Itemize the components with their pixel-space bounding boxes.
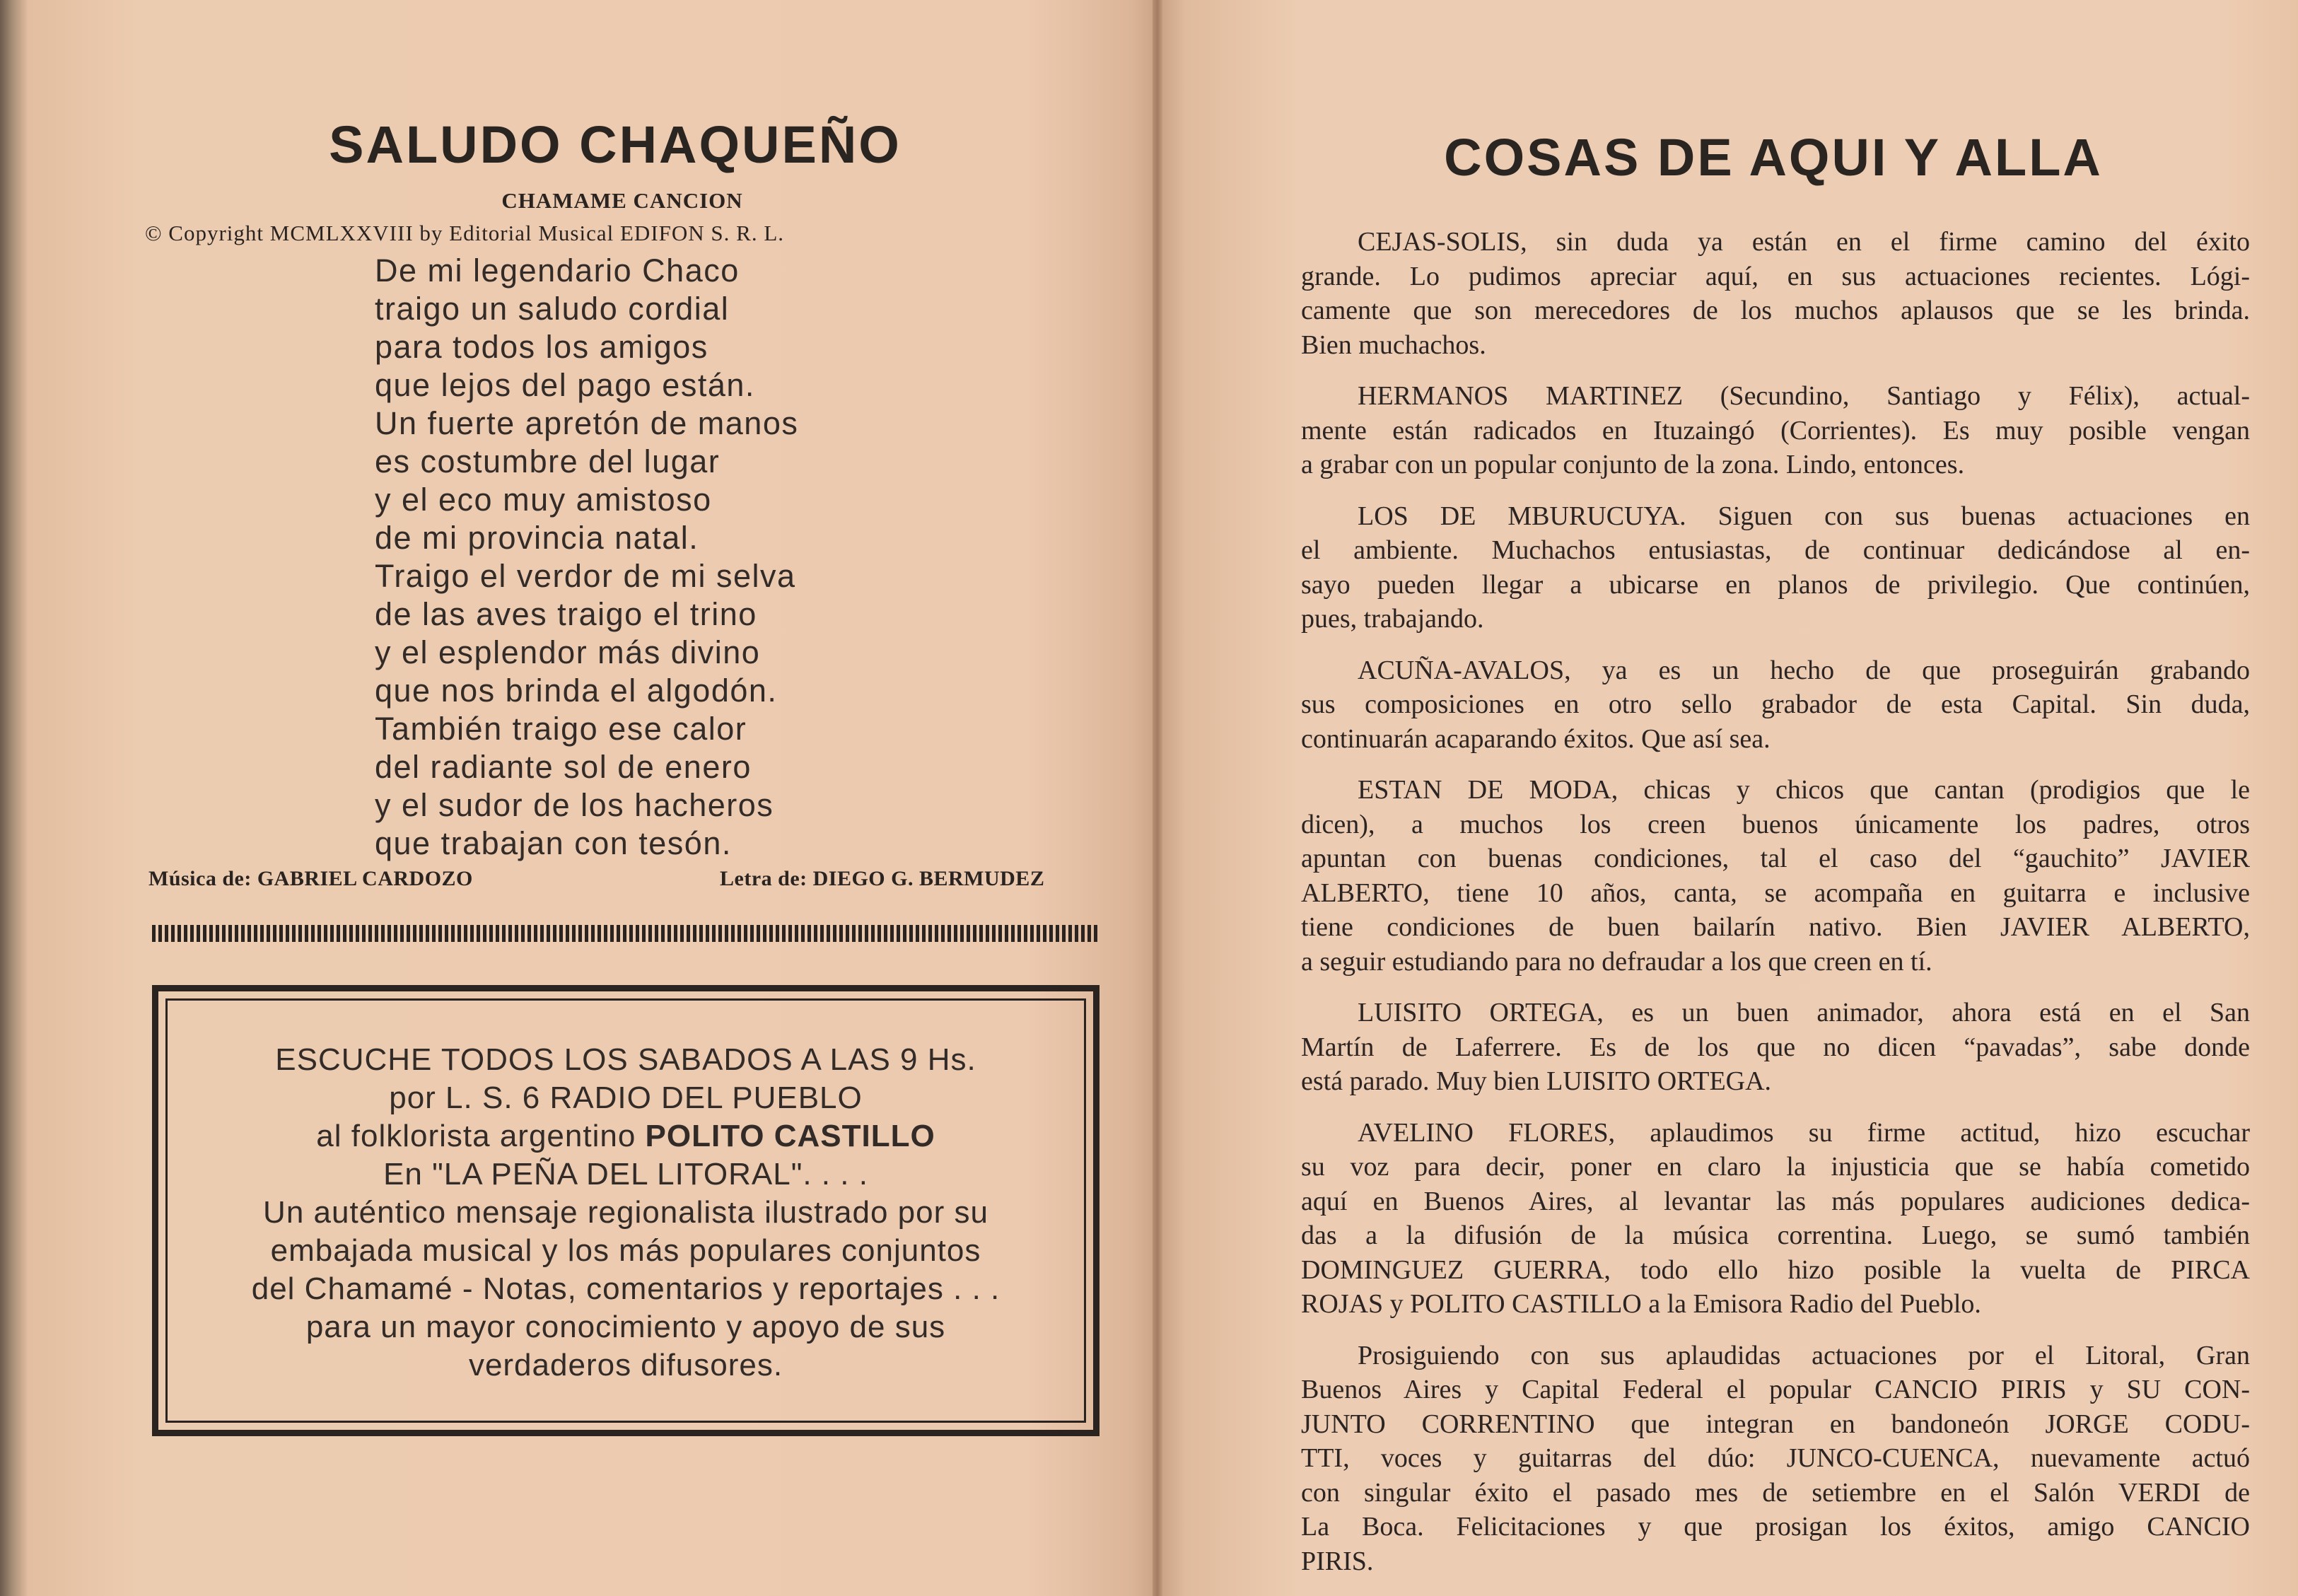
song-genre: CHAMAME CANCION <box>501 188 743 213</box>
lyric-line: Un fuerte apretón de manos <box>375 405 799 441</box>
lyric-line: y el eco muy amistoso <box>375 482 712 518</box>
ad-line <box>158 1117 1093 1155</box>
article-line: dicen), a muchos los creen buenos únicamente los padres, otros <box>1301 809 2250 839</box>
article-line: mente están radicados en Ituzaingó (Corrientes). Es muy posible vengan <box>1301 415 2250 445</box>
article-line: a seguir estudiando para no defraudar a los que creen en tí. <box>1301 946 1932 977</box>
article-line: PIRIS. <box>1301 1546 1374 1576</box>
ad-line: embajada musical y los más populares conjuntos <box>270 1233 981 1268</box>
article-line: Prosiguiendo con sus aplaudidas actuaciones por el Litoral, Gran <box>1358 1340 2250 1370</box>
song-title: SALUDO CHAQUEÑO <box>329 115 902 174</box>
article-paragraph <box>1301 653 2250 757</box>
lyric-line: que nos brinda el algodón. <box>375 672 778 709</box>
article-line: JUNTO CORRENTINO que integran en bandoneón JORGE CODU- <box>1301 1409 2250 1439</box>
article-line: apuntan con buenas condiciones, tal el caso del “gauchito” JAVIER <box>1301 844 2250 873</box>
ad-text-fragment: al folklorista argentino <box>316 1119 646 1153</box>
article-line: camente que son merecedores de los muchos aplausos que se les brinda. <box>1301 296 2250 325</box>
lyric-line: que lejos del pago están. <box>375 367 755 403</box>
article-line: a grabar con un popular conjunto de la zona. Lindo, entonces. <box>1301 450 1965 479</box>
article-line: tiene condiciones de buen bailarín nativo. Bien JAVIER ALBERTO, <box>1301 912 2250 942</box>
article-paragraph <box>1301 499 2250 636</box>
article-line: Bien muchachos. <box>1301 330 1486 360</box>
article-line: das a la difusión de la música correntina. Luego, se sumó también <box>1301 1221 2250 1250</box>
ad-line: del Chamamé - Notas, comentarios y reportajes . . . <box>251 1271 1001 1306</box>
lyric-line: del radiante sol de enero <box>375 749 752 785</box>
article-paragraph <box>1301 225 2250 362</box>
decorative-divider <box>152 925 1100 942</box>
article-line: LOS DE MBURUCUYA. Siguen con sus buenas actuaciones en <box>1358 501 2250 531</box>
lyric-line: También traigo ese calor <box>375 711 747 747</box>
article-body <box>1301 225 2250 1595</box>
article-line: continuarán acaparando éxitos. Que así sea. <box>1301 723 1771 754</box>
article-paragraph <box>1301 379 2250 482</box>
article-line: DOMINGUEZ GUERRA, todo ello hizo posible la vuelta de PIRCA <box>1301 1254 2250 1285</box>
song-lyrics <box>375 252 798 863</box>
ad-line: En "LA PEÑA DEL LITORAL". . . . <box>383 1157 868 1192</box>
article-paragraph <box>1301 773 2250 979</box>
article-line: está parado. Muy bien LUISITO ORTEGA. <box>1301 1066 1772 1096</box>
article-paragraph <box>1301 1116 2250 1322</box>
ad-line: para un mayor conocimiento y apoyo de sus <box>305 1310 946 1344</box>
lyric-line: que trabajan con tesón. <box>375 825 732 861</box>
article-line: ACUÑA-AVALOS, ya es un hecho de que proseguirán grabando <box>1358 655 2250 685</box>
article-line: ALBERTO, tiene 10 años, canta, se acompaña en guitarra e inclusive <box>1301 878 2250 908</box>
article-line: su voz para decir, poner en claro la injusticia que se había cometido <box>1301 1152 2250 1182</box>
ad-line: por L. S. 6 RADIO DEL PUEBLO <box>389 1080 863 1115</box>
article-line: ESTAN DE MODA, chicas y chicos que cantan (prodigios que le <box>1358 775 2250 805</box>
ad-text <box>158 1041 1093 1385</box>
article-paragraph <box>1301 996 2250 1099</box>
article-line: Buenos Aires y Capital Federal el popular CANCIO PIRIS y SU CON- <box>1301 1375 2250 1404</box>
book-gutter <box>1153 0 1162 1596</box>
lyric-line: Traigo el verdor de mi selva <box>375 558 796 594</box>
radio-advertisement <box>152 985 1100 1436</box>
lyric-line: De mi legendario Chaco <box>375 252 740 289</box>
ad-line: Un auténtico mensaje regionalista ilustrado por su <box>263 1195 988 1230</box>
article-line: el ambiente. Muchachos entusiastas, de continuar dedicándose al en- <box>1301 535 2250 565</box>
music-credit: Música de: GABRIEL CARDOZO <box>148 867 473 890</box>
article-line: con singular éxito el pasado mes de setiembre en el Salón VERDI de <box>1301 1477 2250 1508</box>
ad-line: verdaderos difusores. <box>468 1348 783 1382</box>
article-line: aquí en Buenos Aires, al levantar las más populares audiciones dedica- <box>1301 1186 2250 1216</box>
article-line: CEJAS-SOLIS, sin duda ya están en el firme camino del éxito <box>1358 227 2250 257</box>
ad-artist-name: POLITO CASTILLO <box>645 1119 935 1153</box>
article-line: grande. Lo pudimos apreciar aquí, en sus actuaciones recientes. Lógi- <box>1301 261 2250 291</box>
article-line: HERMANOS MARTINEZ (Secundino, Santiago y Félix), actual- <box>1358 381 2250 411</box>
article-line: TTI, voces y guitarras del dúo: JUNCO-CUENCA, nuevamente actuó <box>1301 1443 2250 1473</box>
article-line: LUISITO ORTEGA, es un buen animador, ahora está en el San <box>1358 998 2250 1027</box>
article-line: Martín de Laferrere. Es de los que no dicen “pavadas”, sabe donde <box>1301 1032 2250 1062</box>
lyric-line: y el esplendor más divino <box>375 634 761 670</box>
lyric-line: para todos los amigos <box>375 329 708 365</box>
lyric-line: es costumbre del lugar <box>375 443 721 479</box>
ad-line: ESCUCHE TODOS LOS SABADOS A LAS 9 Hs. <box>275 1042 976 1077</box>
copyright-notice: © Copyright MCMLXXVIII by Editorial Musical EDIFON S. R. L. <box>145 221 785 245</box>
article-line: pues, trabajando. <box>1301 604 1484 634</box>
article-line: sayo pueden llegar a ubicarse en planos de privilegio. Que continúen, <box>1301 569 2250 600</box>
article-line: sus composiciones en otro sello grabador de esta Capital. Sin duda, <box>1301 689 2250 719</box>
article-line: La Boca. Felicitaciones y que prosigan los éxitos, amigo CANCIO <box>1301 1512 2250 1542</box>
article-title: COSAS DE AQUI Y ALLA <box>1444 128 2103 187</box>
lyric-line: traigo un saludo cordial <box>375 291 730 327</box>
lyric-line: y el sudor de los hacheros <box>375 787 774 823</box>
lyrics-credit: Letra de: DIEGO G. BERMUDEZ <box>720 867 1045 890</box>
article-line: AVELINO FLORES, aplaudimos su firme actitud, hizo escuchar <box>1358 1117 2250 1148</box>
article-paragraph <box>1301 1339 2250 1579</box>
lyric-line: de las aves traigo el trino <box>375 596 757 632</box>
lyric-line: de mi provincia natal. <box>375 520 699 556</box>
article-line: ROJAS y POLITO CASTILLO a la Emisora Radio del Pueblo. <box>1301 1289 1981 1319</box>
